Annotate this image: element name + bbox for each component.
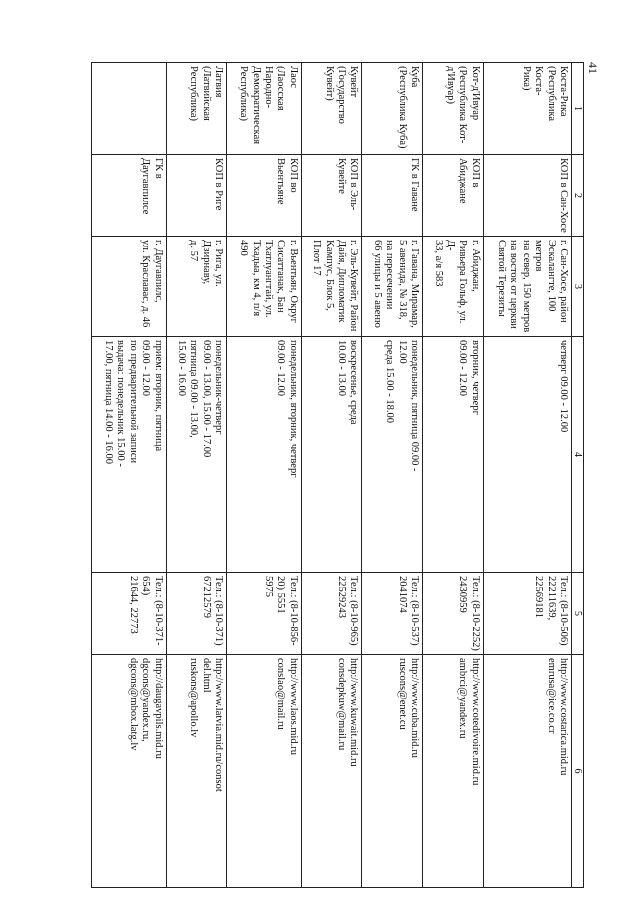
address-cell: г. Даугавпилс, ул. Краславас, д. 46 [92, 237, 167, 337]
table-row [483, 63, 571, 888]
table-row [92, 63, 167, 888]
address-cell: г. Вьентьян, Округ Сисаттанак, Бан Тхатлуангтай, ул. Тхадыа, км 4, п/я 490 [227, 237, 301, 337]
contacts-cell: http://www.kuwait.mid.ru consdepkuw@mail.ru [301, 655, 362, 888]
column-number: 4 [572, 337, 584, 573]
phone-cell: Тел.: (8-10-371-654) 21644, 22773 [92, 573, 167, 655]
address-cell: г. Эль-Кувейт, Район Дайя, Дипломатик Кампус, Блок 5, Плот 17 [301, 237, 362, 337]
office-cell: КОП в Эль-Кувейте [301, 155, 362, 237]
country-cell: Латвия (Латвийская Республика) [166, 63, 227, 155]
rotated-table-container [91, 62, 584, 887]
hours-cell: понедельник, пятница 09.00 - 12.00 среда 15.00 - 18.00 [362, 337, 423, 573]
country-cell: Коста-Рика (Республика Коста- Рика) [483, 63, 571, 155]
consulate-table [91, 62, 584, 888]
page-number: 41 [586, 62, 600, 74]
contacts-cell: http://www.costarica.mid.ru emrusa@ice.co.cr [483, 655, 571, 888]
office-cell: КОП в Риге [166, 155, 227, 237]
country-cell: Куба (Республика Куба) [362, 63, 423, 155]
table-row [227, 63, 301, 888]
address-cell: г. Сан-Хосе, район Эскалангте, 100 метров на север, 150 метров на восток от церкви Святой Терезиты [483, 237, 571, 337]
contacts-cell: http://www.latvia.mid.ru/consot del.html ruskons@apollo.lv [166, 655, 227, 888]
column-number: 2 [572, 155, 584, 237]
table-row [301, 63, 362, 888]
column-number: 3 [572, 237, 584, 337]
contacts-cell: http://daugavpils.mid.ru dgcons@yandex.ru, dgcons@mbox.latg.lv [92, 655, 167, 888]
address-cell: г. Абиджан, Ривьера Гольф, ул. Д- 33, а/я 583 [423, 237, 484, 337]
contacts-cell: http://www.laos.mid.ru conslao@mail.ru [227, 655, 301, 888]
phone-cell: Тел.: (8-10-856-20) 5551 5975 [227, 573, 301, 655]
phone-cell: Тел.: (8-10-371) 67212579 [166, 573, 227, 655]
hours-cell: понедельник-четверг 09.00 - 13.00, 15.00 - 17.00 пятница 09.00 - 13.00, 15.00 - 16.00 [166, 337, 227, 573]
office-cell: ГК в Гаване [362, 155, 423, 237]
contacts-cell: http://www.cuba.mid.ru ruscons@enet.cu [362, 655, 423, 888]
address-cell: г. Гавана, Мирамар, 5 авенида, № 318, на пересечении 66 улицы и 5 авеню [362, 237, 423, 337]
phone-cell: Тел.: (8-10-506) 22211639, 22569181 [483, 573, 571, 655]
table-row [423, 63, 484, 888]
table-row [166, 63, 227, 888]
office-cell: КОП во Вьентьяне [227, 155, 301, 237]
office-cell: КОП в Абиджане [423, 155, 484, 237]
contacts-cell: http://www.cotedivoire.mid.ru ambrci@yandex.ru [423, 655, 484, 888]
column-number: 1 [572, 63, 584, 155]
column-number: 5 [572, 573, 584, 655]
country-cell: Кувейт (Государство Кувейт) [301, 63, 362, 155]
table-row [362, 63, 423, 888]
phone-cell: Тел.: (8-10-537) 2041074 [362, 573, 423, 655]
column-number-row [572, 63, 584, 888]
phone-cell: Тел.: (8-10-2252) 2430959 [423, 573, 484, 655]
hours-cell: воскресенье, среда 10.00 - 13.00 [301, 337, 362, 573]
country-cell [92, 63, 167, 155]
office-cell: КОП в Сан-Хосе [483, 155, 571, 237]
hours-cell: прием: вторник, пятница 09.00 - 12.00 по предварительной записи выдача: понедельник 15.00 - 17.00, пятница 14.00 - 16.00 [92, 337, 167, 573]
country-cell: Кот-д'Ивуар (Республика Кот- д'Ивуар) [423, 63, 484, 155]
hours-cell: понедельник, вторник, четверг 09.00 - 12.00 [227, 337, 301, 573]
hours-cell: вторник, четверг 09.00 - 12.00 [423, 337, 484, 573]
phone-cell: Тел.: (8-10-965) 22529243 [301, 573, 362, 655]
address-cell: г. Рига, ул. Дзирнаву, д. 57 [166, 237, 227, 337]
office-cell: ГК в Даугавпилсе [92, 155, 167, 237]
hours-cell: четверг 09.00 - 12.00 [483, 337, 571, 573]
column-number: 6 [572, 655, 584, 888]
country-cell: Лаос (Лаосская Народно- Демократическая Республика) [227, 63, 301, 155]
